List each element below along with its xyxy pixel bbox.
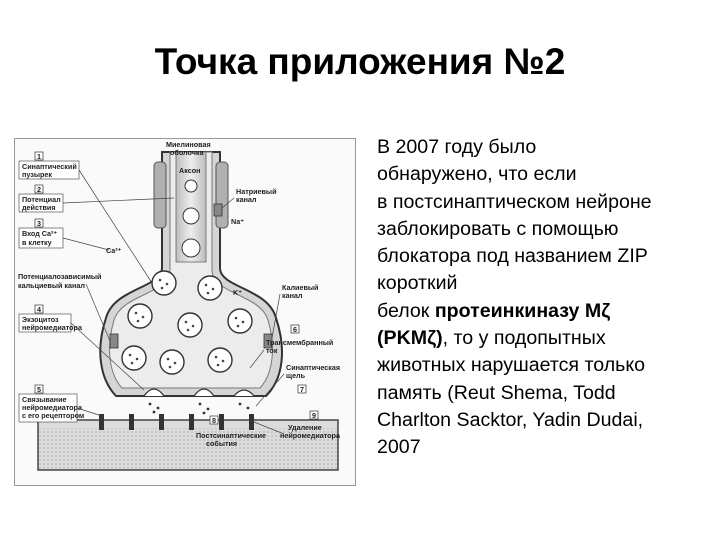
svg-text:1: 1 xyxy=(37,152,41,161)
svg-text:события: события xyxy=(206,439,238,448)
svg-text:2: 2 xyxy=(37,185,41,194)
svg-text:пузырек: пузырек xyxy=(22,170,52,179)
text-fragment: , то у подопытных xyxy=(442,327,606,350)
svg-text:оболочка: оболочка xyxy=(170,148,204,157)
text-line: в постсинаптическом нейроне xyxy=(377,190,652,213)
svg-text:8: 8 xyxy=(212,416,216,425)
svg-text:Натриевый: Натриевый xyxy=(236,187,277,196)
svg-text:5: 5 xyxy=(37,385,41,394)
svg-text:Экзоцитоз: Экзоцитоз xyxy=(22,315,59,324)
text-line: блокатора под названием ZIP xyxy=(377,245,648,268)
svg-text:Миелиновая: Миелиновая xyxy=(166,140,211,149)
svg-text:Потенциалозависимый: Потенциалозависимый xyxy=(18,272,102,281)
svg-text:Синаптическая: Синаптическая xyxy=(286,363,341,372)
svg-text:щель: щель xyxy=(286,371,306,380)
slide-title: Точка приложения №2 xyxy=(154,41,566,82)
svg-text:Связывание: Связывание xyxy=(22,395,67,404)
svg-text:ток: ток xyxy=(266,346,278,355)
myelin-right xyxy=(216,162,228,228)
text-line: заблокировать с помощью xyxy=(377,217,619,240)
text-line xyxy=(377,325,717,352)
svg-text:нейромедиатора: нейромедиатора xyxy=(22,323,82,332)
text-line: Charlton Sacktor, Yadin Dudai, xyxy=(377,408,644,431)
svg-text:4: 4 xyxy=(37,305,41,314)
svg-text:Аксон: Аксон xyxy=(179,166,201,175)
text-line: животных нарушается только xyxy=(377,354,646,377)
svg-text:Удаление: Удаление xyxy=(288,423,322,432)
svg-text:Постсинаптические: Постсинаптические xyxy=(196,431,267,440)
highlighted-term: протеинкиназу Mζ xyxy=(434,299,611,322)
svg-text:7: 7 xyxy=(300,385,304,394)
text-fragment: белок xyxy=(377,299,435,322)
svg-text:действия: действия xyxy=(22,203,56,212)
svg-text:Ca²⁺: Ca²⁺ xyxy=(106,246,122,255)
svg-text:Калиевый: Калиевый xyxy=(282,283,319,292)
svg-text:6: 6 xyxy=(293,325,297,334)
svg-text:канал: канал xyxy=(282,291,303,300)
svg-text:Синаптический: Синаптический xyxy=(22,162,77,171)
svg-text:3: 3 xyxy=(37,219,41,228)
synapse-diagram xyxy=(14,138,356,486)
sodium-channel xyxy=(214,204,222,216)
svg-text:канал: канал xyxy=(236,195,257,204)
svg-text:кальциевый канал: кальциевый канал xyxy=(18,281,85,290)
calcium-channel xyxy=(110,334,118,348)
svg-text:Na⁺: Na⁺ xyxy=(231,217,244,226)
svg-text:в клетку: в клетку xyxy=(22,238,52,247)
svg-text:Вход Ca²⁺: Вход Ca²⁺ xyxy=(22,229,58,238)
highlighted-term: (PKMζ) xyxy=(377,327,443,350)
svg-text:с его рецептором: с его рецептором xyxy=(22,411,85,420)
text-line: короткий xyxy=(377,272,458,295)
text-line: обнаружено, что если xyxy=(377,163,577,186)
body-text xyxy=(377,134,717,462)
myelin-left xyxy=(154,162,166,228)
svg-text:9: 9 xyxy=(312,411,316,420)
svg-text:Потенциал: Потенциал xyxy=(22,195,61,204)
svg-text:K⁺: K⁺ xyxy=(233,288,242,297)
text-line xyxy=(377,298,717,325)
svg-text:нейромедиатора: нейромедиатора xyxy=(22,403,82,412)
svg-text:нейромедиатора: нейромедиатора xyxy=(280,431,340,440)
text-line: В 2007 году было xyxy=(377,136,537,158)
text-line: 2007 xyxy=(377,436,421,459)
text-line: память (Reut Shema, Todd xyxy=(377,381,616,404)
svg-text:Трансмембранный: Трансмембранный xyxy=(266,338,334,347)
